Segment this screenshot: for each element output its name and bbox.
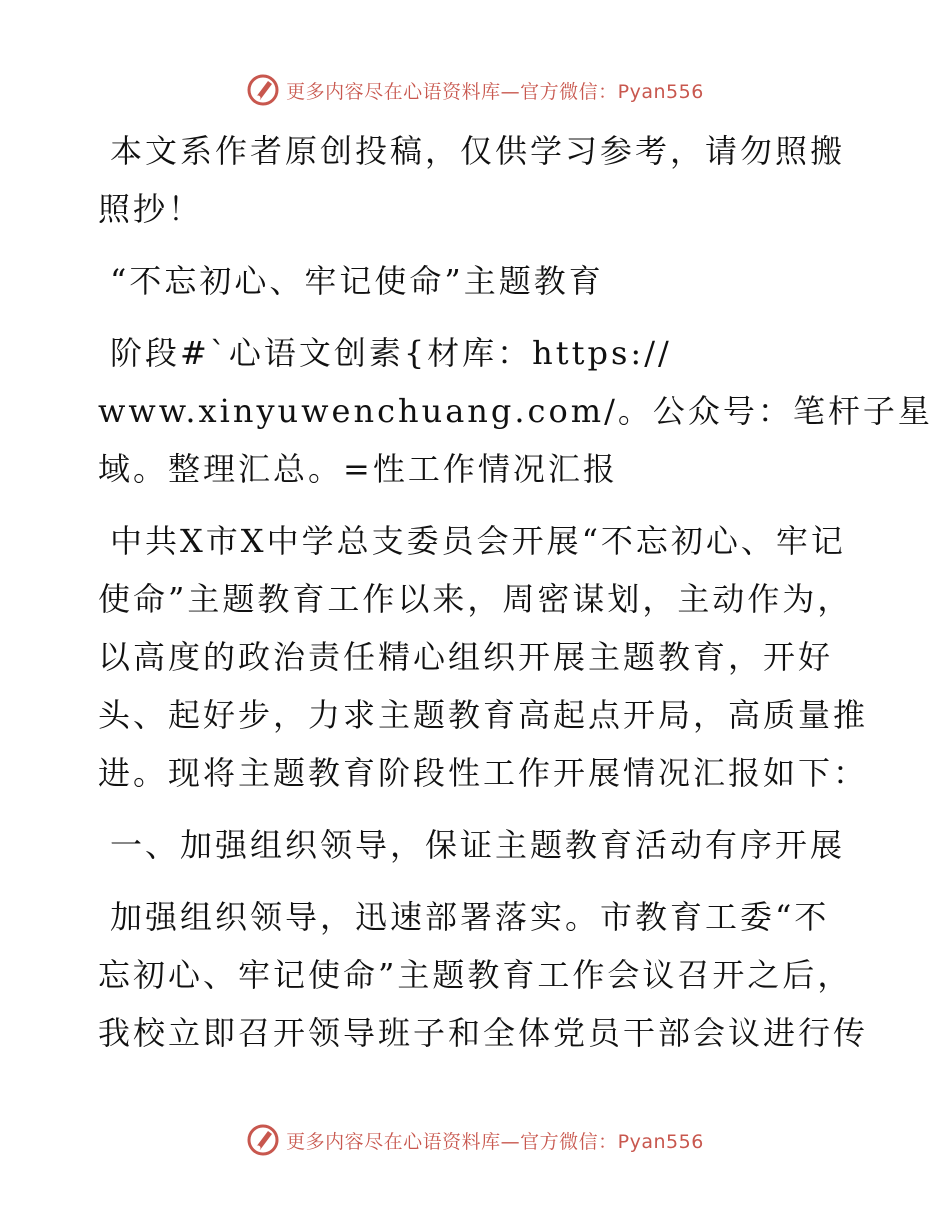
text-line: 头、起好步，力求主题教育高起点开局，高质量推 — [98, 696, 869, 734]
section-heading — [98, 816, 858, 874]
text-line: 加强组织领导，迅速部署落实。市教育工委“不 — [110, 898, 830, 936]
text-line: 以高度的政治责任精心组织开展主题教育，开好 — [98, 638, 834, 676]
pen-logo-icon — [246, 1123, 280, 1157]
text-line: 域。整理汇总。=性工作情况汇报 — [98, 450, 618, 488]
text-line: 阶段#`心语文创素{材库：https:// — [110, 334, 672, 372]
watermark-banner-top — [0, 70, 950, 110]
body-paragraph — [98, 888, 869, 1062]
text-line: 使命”主题教育工作以来，周密谋划，主动作为， — [98, 580, 853, 618]
document-title — [98, 252, 858, 310]
text-line: 进。现将主题教育阶段性工作开展情况汇报如下： — [98, 754, 869, 792]
text-line: 一、加强组织领导，保证主题教育活动有序开展 — [110, 826, 846, 864]
text-line: www.xinyuwenchuang.com/。公众号：笔杆子星 — [98, 392, 933, 430]
watermark-text: 更多内容尽在心语资料库—官方微信：Pyan556 — [286, 1130, 704, 1153]
intro-paragraph — [98, 512, 869, 802]
text-line: 本文系作者原创投稿，仅供学习参考，请勿照搬 — [110, 132, 846, 170]
pen-logo-icon — [246, 73, 280, 107]
text-line: 照抄！ — [98, 190, 204, 228]
watermark-text: 更多内容尽在心语资料库—官方微信：Pyan556 — [286, 80, 704, 103]
text-line: 中共X市X中学总支委员会开展“不忘初心、牢记 — [110, 522, 846, 560]
watermark-banner-bottom — [0, 1120, 950, 1160]
text-line: 忘初心、牢记使命”主题教育工作会议召开之后， — [98, 956, 853, 994]
subtitle-paragraph — [98, 324, 933, 498]
text-line: 我校立即召开领导班子和全体党员干部会议进行传 — [98, 1014, 869, 1052]
document-body — [98, 122, 933, 1062]
disclaimer-paragraph — [98, 122, 858, 238]
text-line: “不忘初心、牢记使命”主题教育 — [110, 262, 604, 300]
